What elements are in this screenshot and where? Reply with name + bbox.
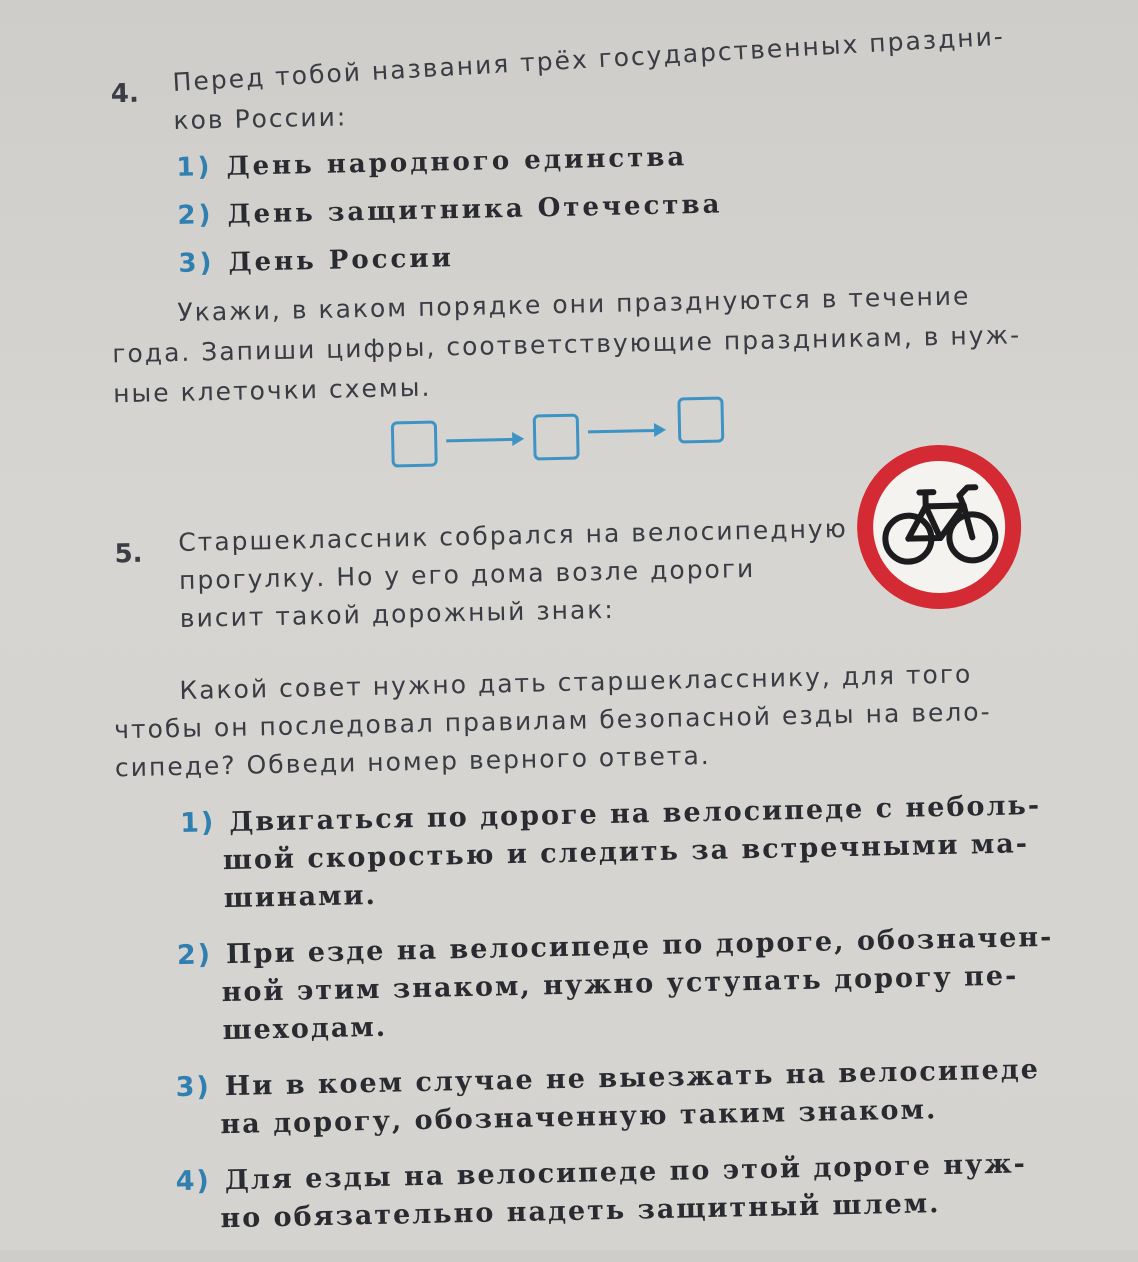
task5-number: 5.	[114, 538, 143, 570]
no-bicycles-sign-icon	[854, 442, 1023, 611]
answer-text: Двигаться по дороге на велосипеде с неболь-	[228, 789, 1042, 838]
answer-line: ной этим знаком, нужно уступать дорогу пе-	[221, 960, 1019, 1009]
arrow-right-icon	[588, 429, 656, 433]
holiday-number: 3)	[178, 248, 215, 279]
order-scheme	[0, 0, 1125, 12]
answer-line: но обязательно надеть защитный шлем.	[220, 1188, 941, 1235]
task4-number: 4.	[110, 78, 140, 110]
answer-line: шинами.	[223, 879, 378, 915]
holiday-item-1	[176, 142, 687, 183]
holiday-number: 2)	[177, 200, 214, 231]
task4-instruction-line1: Укажи, в каком порядке они празднуются в течение	[177, 281, 971, 327]
holiday-item-2	[177, 190, 723, 231]
answer-box-1[interactable]	[391, 421, 438, 468]
answer-number: 3)	[175, 1071, 212, 1104]
task4-instruction-line3: ные клеточки схемы.	[112, 372, 432, 409]
answer-line: шой скоростью и следить за встречными ма-	[222, 828, 1030, 877]
holiday-item-3	[178, 243, 454, 279]
task4-intro-line2: ков России:	[173, 102, 348, 135]
holiday-text: День защитника Отечества	[227, 189, 723, 230]
arrow-right-icon	[446, 438, 514, 442]
answer-number: 1)	[179, 807, 216, 839]
holiday-number: 1)	[176, 152, 213, 183]
answer-text: При езде на велосипеде по дороге, обозначен-	[225, 921, 1054, 971]
answer-text: Для езды на велосипеде по этой дороге нуж-	[224, 1148, 1028, 1197]
task4-instruction-line2: года. Запиши цифры, соответствующие праздникам, в нуж-	[112, 320, 1022, 369]
task5-question-line3: сипеде? Обведи номер верного ответа.	[114, 740, 711, 783]
answer-text: Ни в коем случае не выезжать на велосипеде	[224, 1054, 1041, 1103]
task5-question-line1: Какой совет нужно дать старшекласснику, для того	[179, 659, 973, 705]
task5-intro-line2: прогулку. Но у его дома возле дороги	[178, 553, 756, 595]
answer-box-3[interactable]	[677, 397, 724, 444]
answer-number: 4)	[175, 1165, 212, 1198]
task5-intro-line3: висит такой дорожный знак:	[179, 594, 616, 633]
task5-intro-line1: Старшеклассник собрался на велосипедную	[177, 513, 848, 557]
holiday-text: День народного единства	[226, 142, 688, 182]
answer-line: на дорогу, обозначенную таким знаком.	[220, 1094, 938, 1141]
answer-line: шеходам.	[222, 1011, 388, 1047]
task4-intro-line1: Перед тобой названия трёх государственных праздни-	[171, 21, 1006, 97]
answer-box-2[interactable]	[533, 414, 580, 461]
task5-question-line2: чтобы он последовал правилам безопасной езды на вело-	[113, 696, 992, 745]
answer-number: 2)	[176, 939, 213, 972]
holiday-text: День России	[228, 243, 455, 278]
